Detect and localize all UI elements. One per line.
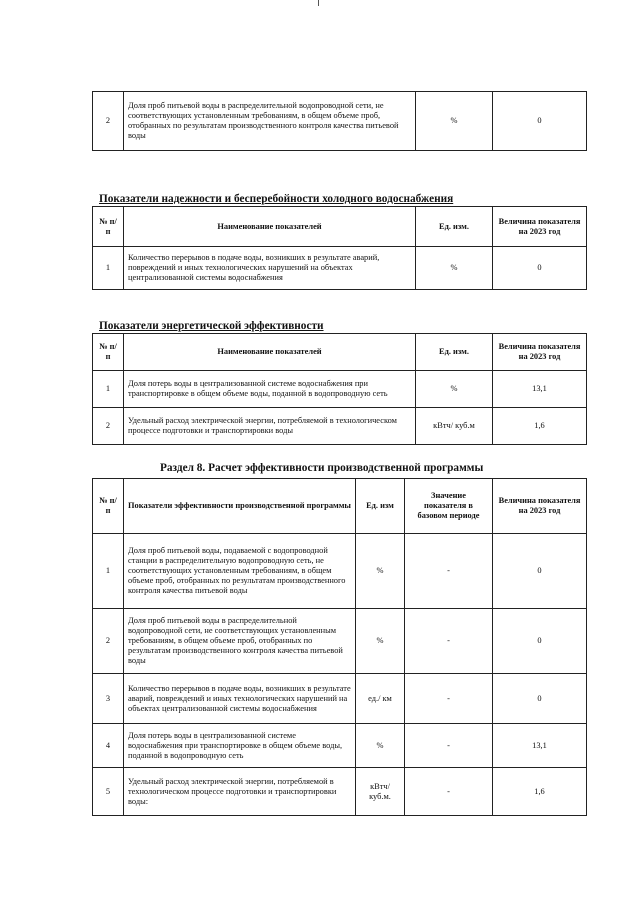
quality-table-continued [92,91,587,151]
indicator-name: Доля потерь воды в централизованной системе водоснабжения при транспортировке в общем объеме воды, поданной в водопроводную сеть [124,371,416,408]
base-value: - [405,768,493,816]
unit: % [356,534,405,609]
indicator-value: 0 [493,534,587,609]
indicator-name: Удельный расход электрической энергии, потребляемой в технологическом процессе подготовки и транспортировки воды: [124,768,356,816]
indicator-value: 1,6 [493,768,587,816]
indicator-name: Доля проб питьевой воды в распределительной водопроводной сети, не соответствующих установленным требованиям, в общем объеме проб, отобранных по результатам производственного контроля качества питьевой воды [124,92,416,151]
header-row [93,479,587,534]
header-num: № п/п [93,334,124,371]
table-row [93,247,587,290]
header-name: Наименование показателей [124,334,416,371]
table-row [93,674,587,724]
row-number: 4 [93,724,124,768]
unit: % [356,724,405,768]
unit: кВтч/ куб.м. [356,768,405,816]
row-number: 3 [93,674,124,724]
header-num: № п/п [93,479,124,534]
indicator-value: 0 [493,674,587,724]
indicator-value: 0 [493,609,587,674]
header-name: Наименование показателей [124,207,416,247]
indicator-name: Доля проб питьевой воды, подаваемой с водопроводной станции в распределительную водопроводную сеть, не соответствующих установленным требованиям, в общем объеме проб, отобранных по результатам производственного контроля качества питьевой воды [124,534,356,609]
indicator-name: Удельный расход электрической энергии, потребляемой в технологическом процессе подготовки и транспортировки воды [124,408,416,445]
indicator-value: 1,6 [493,408,587,445]
header-name: Показатели эффективности производственной программы [124,479,356,534]
row-number: 5 [93,768,124,816]
table-row [93,724,587,768]
table-row [93,768,587,816]
indicator-value: 0 [493,247,587,290]
base-value: - [405,724,493,768]
indicator-value: 13,1 [493,724,587,768]
section-title-energy: Показатели энергетической эффективности [99,320,324,332]
unit: % [416,92,493,151]
page-mark [318,0,319,6]
base-value: - [405,609,493,674]
header-row [93,207,587,247]
header-unit: Ед. изм. [416,207,493,247]
indicator-name: Доля проб питьевой воды в распределительной водопроводной сети, не соответствующих установленным требованиям, в общем объеме проб, отобранных по результатам производственного контроля качества питьевой воды [124,609,356,674]
base-value: - [405,534,493,609]
unit: % [356,609,405,674]
table-row [93,371,587,408]
table-row [93,92,587,151]
row-number: 2 [93,408,124,445]
energy-table [92,333,587,445]
table-row [93,408,587,445]
row-number: 1 [93,534,124,609]
header-unit: Ед. изм. [416,334,493,371]
unit: ед./ км [356,674,405,724]
header-row [93,334,587,371]
indicator-value: 0 [493,92,587,151]
header-value: Величина показателя на 2023 год [493,334,587,371]
indicator-name: Количество перерывов в подаче воды, возникших в результате аварий, повреждений и иных технологических нарушений на объектах централизованной системы водоснабжения [124,247,416,290]
unit: % [416,247,493,290]
header-value: Величина показателя на 2023 год [493,207,587,247]
section-title-efficiency: Раздел 8. Расчет эффективности производственной программы [160,462,484,474]
row-number: 1 [93,371,124,408]
header-base: Значение показателя в базовом периоде [405,479,493,534]
row-number: 2 [93,92,124,151]
header-num: № п/п [93,207,124,247]
unit: % [416,371,493,408]
indicator-value: 13,1 [493,371,587,408]
header-unit: Ед. изм [356,479,405,534]
unit: кВтч/ куб.м [416,408,493,445]
section-title-reliability: Показатели надежности и бесперебойности холодного водоснабжения [99,193,454,205]
header-value: Величина показателя на 2023 год [493,479,587,534]
base-value: - [405,674,493,724]
table-row [93,609,587,674]
efficiency-table [92,478,587,816]
indicator-name: Доля потерь воды в централизованной системе водоснабжения при транспортировке в общем объеме воды, поданной в водопроводную сеть [124,724,356,768]
row-number: 2 [93,609,124,674]
reliability-table [92,206,587,290]
table-row [93,534,587,609]
indicator-name: Количество перерывов в подаче воды, возникших в результате аварий, повреждений и иных технологических нарушений на объектах централизованной системы водоснабжения [124,674,356,724]
row-number: 1 [93,247,124,290]
